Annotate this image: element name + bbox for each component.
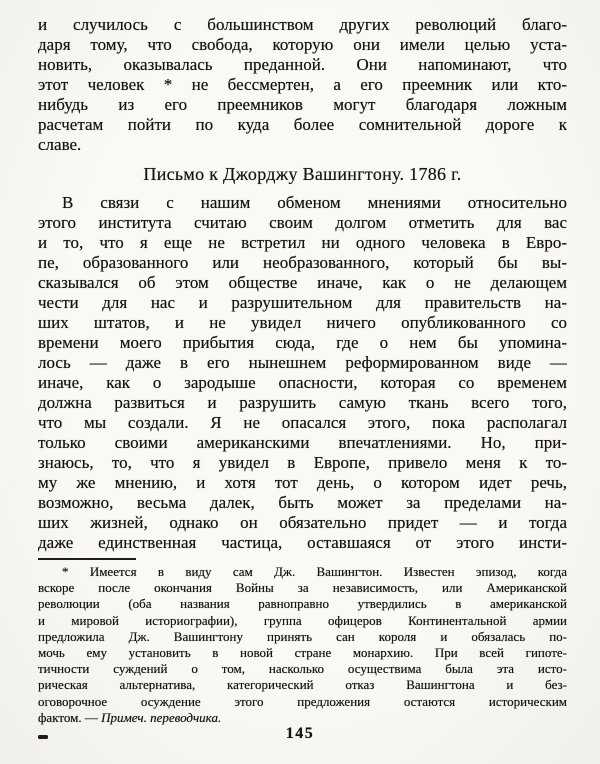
text-line: должна развиться и разрушить самую ткань всего того, (38, 393, 567, 412)
text-line: предложила Дж. Вашингтону принять сан короля и обязалась по- (38, 628, 567, 644)
text-line: нибудь из его преемников могут благодаря ложным (38, 95, 567, 114)
text-line: даже единственная частица, оставшаяся от этого инсти- (38, 533, 567, 552)
letter-heading: Письмо к Джорджу Вашингтону. 1786 г. (143, 164, 462, 184)
text-line: сказывался об этом обществе иначе, как о не делающем (38, 273, 567, 292)
text-line: возможно, весьма далек, быть может за пределами на- (38, 493, 567, 512)
text-line: славе. (38, 135, 82, 154)
text-line: революции (оба названия равноправно утвердились в американской (38, 596, 567, 612)
text-line: расчетам пойти по куда более сомнительной дороге к (38, 115, 567, 134)
text-line: времени моего прибытия сюда, где о нем бы упомина- (38, 333, 567, 352)
translator-footnote (38, 564, 567, 726)
footnote-separator-rule (38, 558, 136, 560)
text-line: и случилось с большинством других революций благо- (38, 15, 567, 34)
footnote-last-line (38, 710, 567, 726)
text-line: что мы создали. Я не опасался этого, пока располагал (38, 413, 567, 432)
text-line: лось — даже в его нынешнем реформированном виде — (38, 353, 567, 372)
text-line: даря тому, что свобода, которую они имели целью уста- (38, 35, 567, 54)
text-line: тичности суждений о том, насколько осуществима была эта исто- (38, 661, 567, 677)
text-line: В связи с нашим обменом мнениями относительно (62, 193, 567, 212)
translator-note-attribution: Примеч. переводчика. (101, 709, 222, 725)
text-line: ших жизней, однако он обязательно придет — и тогда (38, 513, 567, 532)
text-line: иначе, как о зародыше опасности, которая со временем (38, 373, 567, 392)
text-line: ших штатов, и не увидел ничего опубликованного со (38, 313, 567, 332)
page-number: 145 (285, 725, 315, 742)
text-line: вскоре после окончания Войны за независимость, или Американской (38, 580, 567, 596)
text-line: и мировой историографии), группа офицеров Континентальной армии (38, 612, 567, 628)
text-line: му же мнению, и хотя тот день, о котором идет речь, (38, 473, 567, 492)
footnote-lines (38, 564, 567, 710)
text-line: оговорочное осуждение этого предложения остаются историческим (38, 693, 567, 709)
text-line: только своими американскими впечатлениями. Но, при- (38, 433, 567, 452)
text-column (38, 0, 567, 726)
text-line: этого института считаю своим долгом отметить для вас (38, 213, 567, 232)
text-line: знаюсь, то, что я увидел в Европе, привело меня к то- (38, 453, 567, 472)
text-line: рическая альтернатива, категорический отказ Вашингтона и без- (38, 677, 567, 693)
letter-body-paragraph (38, 193, 567, 553)
text-line: этот человек * не бессмертен, а его преемник или кто- (38, 75, 567, 94)
text-line: чести для нас и разрушительном для правительств на- (38, 293, 567, 312)
text-line: пе, образованного или необразованного, который бы вы- (38, 253, 567, 272)
text-line: новить, оказывалась преданной. Они напоминают, что (38, 55, 567, 74)
paragraph-continuation (38, 15, 567, 155)
text-line: мочь ему установить в новой стране монархию. При всей гипоте- (38, 645, 567, 661)
footnote-last-line-plain: фактом. — (38, 709, 102, 725)
text-line: и то, что я еще не встретил ни одного человека в Евро- (38, 233, 567, 252)
text-line: * Имеется в виду сам Дж. Вашингтон. Известен эпизод, когда (62, 564, 567, 579)
